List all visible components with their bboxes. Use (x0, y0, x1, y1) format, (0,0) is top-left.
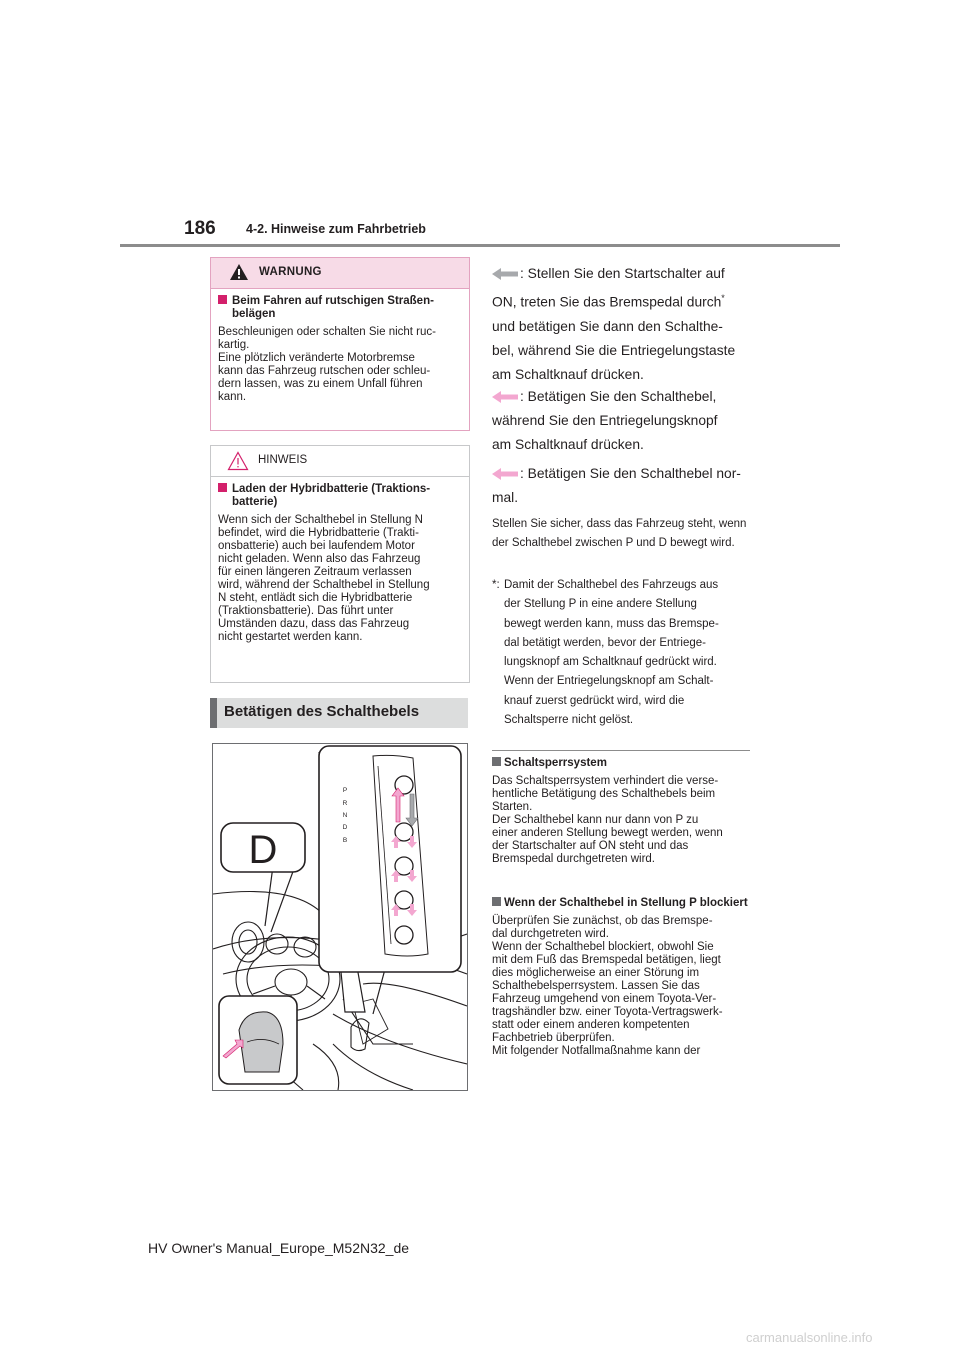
subsection-shift-lock (492, 757, 754, 866)
instruction-note: Stellen Sie sicher, dass das Fahrzeug steht, wenn der Schalthebel zwischen P und D bewegt wird. (492, 518, 747, 549)
subsection-text: Das Schaltsperrsystem verhindert die verse- hentliche Betätigung des Schalthebels beim Starten. Der Schalthebel kann nur dann von P zu einer anderen Stellung bewegt werden, wenn der Startschalter auf ON steht und das Bremspedal durchgetreten wird. (492, 775, 723, 865)
section-title: Betätigen des Schalthebels (210, 698, 468, 728)
gear-letter-p: P (342, 787, 348, 794)
warning-box (210, 257, 470, 431)
notice-text: Wenn sich der Schalthebel in Stellung N befindet, wird die Hybridbatterie (Trakti- onsbatterie) auch bei laufendem Motor nicht geladen. Wenn also das Fahrzeug für einen längeren Zeitraum verlassen wird, während der Schalthebel in Stellung N steht, entlädt sich die Hybridbatterie (Traktionsbatterie). Das führt unter Umständen dazu, dass das Fahrzeug nicht gestartet werden kann. (218, 514, 430, 643)
subsection-title: Schaltsperrsystem (492, 757, 754, 770)
warning-text: Beschleunigen oder schalten Sie nicht ruc- kartig. Eine plötzlich veränderte Motorbremse kann das Fahrzeug rutschen oder schleu- dern lassen, was zu einem Unfall führen kann. (218, 326, 436, 403)
warning-triangle-icon (229, 263, 249, 281)
pink-arrow-icon (492, 468, 518, 480)
header-rule (120, 244, 840, 247)
grey-arrow-icon (492, 268, 518, 280)
subsection-lever-blocked (492, 897, 754, 1058)
gear-letter-b: B (342, 837, 348, 844)
caution-triangle-icon (227, 451, 249, 471)
page-number: 186 (184, 218, 216, 239)
warning-header (211, 258, 469, 289)
subsection-title: Wenn der Schalthebel in Stellung P blockiert (492, 897, 754, 910)
warning-subtitle: Beim Fahren auf rutschigen Straßen-belägen (218, 295, 461, 321)
gear-callout: D (248, 828, 278, 872)
instruction-item-2: : Betätigen Sie den Schalthebel, während Sie den Entriegelungsknopf am Schaltknauf drücken. (492, 389, 718, 452)
bullet-square (218, 483, 227, 492)
gear-letter-d: D (342, 824, 348, 831)
watermark: carmanualsonline.info (746, 1330, 873, 1345)
pink-arrow-icon (492, 391, 518, 403)
subsection-text: Überprüfen Sie zunächst, ob das Bremspe- dal durchgetreten wird. Wenn der Schalthebel blockiert, obwohl Sie mit dem Fuß das Bremspedal betätigen, liegt dies möglicherweise an einer Störung im Schalthebelsperrsystem. Lassen Sie das Fahrzeug umgehend von einem Toyota-Ver- tragshändler bzw. einer Toyota-Vertragswerk- statt oder einem anderen kompetenten Fachbetrieb überprüfen. Mit folgender Notfallmaßnahme kann der (492, 915, 723, 1057)
bullet-square (492, 757, 501, 766)
section-header: 4-2. Hinweise zum Fahrbetrieb (246, 222, 426, 236)
gear-letter-r: R (342, 800, 348, 807)
notice-subtitle: Laden der Hybridbatterie (Traktions-batterie) (218, 483, 461, 509)
car-interior-drawing (213, 744, 467, 1090)
warning-label: WARNUNG (259, 266, 322, 278)
subsection-rule (492, 750, 750, 751)
notice-header (211, 446, 469, 477)
instruction-item-1: : Stellen Sie den Startschalter auf ON, treten Sie das Bremspedal durch* und betätigen Sie dann den Schalthe- bel, während Sie die Entriegelungstaste am Schaltknauf drücken. (492, 266, 736, 382)
bullet-square (492, 897, 501, 906)
shift-lever-illustration (212, 743, 468, 1091)
notice-box (210, 445, 470, 683)
gear-letter-n: N (342, 812, 348, 819)
footnote: *: Damit der Schalthebel des Fahrzeugs aus der Stellung P in eine andere Stellung bewegt werden kann, muss das Bremspe- dal betätigt werden, bevor der Entriege- lungsknopf am Schaltknauf gedrückt wird. Wenn der Entriegelungsknopf am Schalt- knauf zuerst gedrückt wird, wird die Schaltsperre nicht gelöst. (492, 579, 719, 727)
instruction-item-3: : Betätigen Sie den Schalthebel nor- mal. (492, 466, 741, 505)
bullet-square (218, 295, 227, 304)
notice-label: HINWEIS (258, 454, 308, 466)
